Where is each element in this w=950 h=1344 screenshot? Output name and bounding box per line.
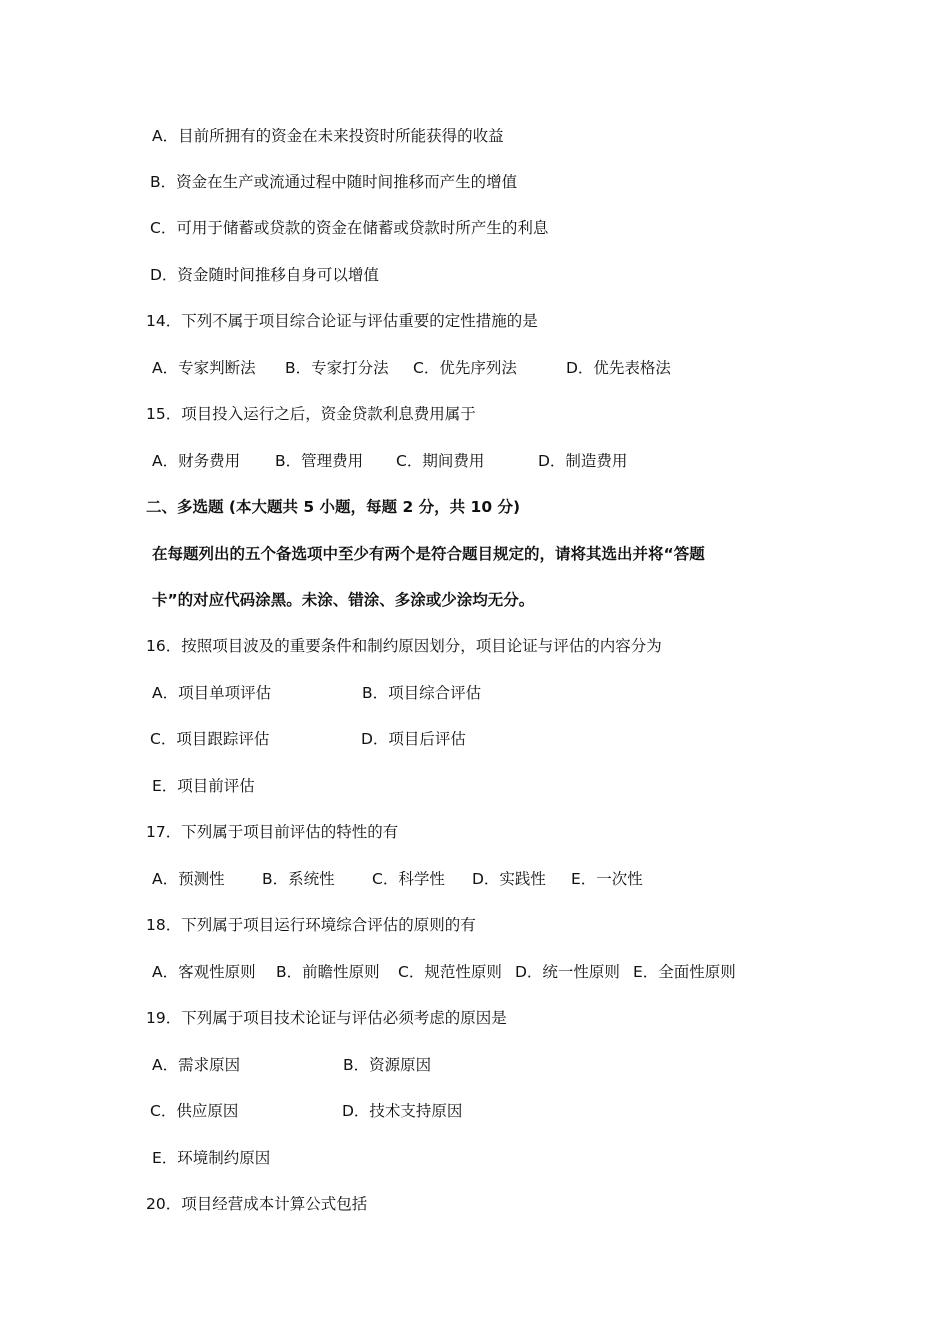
q14-stem: 14．下列不属于项目综合论证与评估重要的定性措施的是 (146, 312, 538, 330)
q14-option-b: B．专家打分法 (285, 359, 389, 377)
q13-option-b: B．资金在生产或流通过程中随时间推移而产生的增值 (150, 173, 518, 191)
q16-option-e: E．项目前评估 (152, 777, 255, 795)
q16-stem: 16．按照项目波及的重要条件和制约原因划分，项目论证与评估的内容分为 (146, 637, 662, 655)
q16-option-a: A．项目单项评估 (152, 684, 272, 702)
q18-option-e: E．全面性原则 (633, 963, 736, 981)
q15-option-a: A．财务费用 (152, 452, 241, 470)
q18-option-d: D．统一性原则 (515, 963, 620, 981)
q13-option-c: C．可用于储蓄或贷款的资金在储蓄或贷款时所产生的利息 (150, 219, 549, 237)
q15-option-c: C．期间费用 (396, 452, 485, 470)
q19-option-b: B．资源原因 (343, 1056, 432, 1074)
q14-option-d: D．优先表格法 (566, 359, 671, 377)
q13-option-a: A．目前所拥有的资金在未来投资时所能获得的收益 (152, 127, 504, 145)
section-heading: 二、多选题 (本大题共 5 小题，每题 2 分，共 10 分) (146, 498, 521, 516)
q18-option-b: B．前瞻性原则 (276, 963, 380, 981)
q19-stem: 19．下列属于项目技术论证与评估必须考虑的原因是 (146, 1009, 507, 1027)
section-instruction-line-2: 卡”的对应代码涂黑。未涂、错涂、多涂或少涂均无分。 (152, 591, 535, 609)
q17-option-c: C．科学性 (372, 870, 445, 888)
q14-option-c: C．优先序列法 (413, 359, 517, 377)
q19-option-e: E．环境制约原因 (152, 1149, 271, 1167)
q15-stem: 15．项目投入运行之后，资金贷款利息费用属于 (146, 405, 476, 423)
q18-option-a: A．客观性原则 (152, 963, 256, 981)
q14-option-a: A．专家判断法 (152, 359, 256, 377)
q15-option-b: B．管理费用 (275, 452, 364, 470)
q19-option-c: C．供应原因 (150, 1102, 239, 1120)
q17-stem: 17．下列属于项目前评估的特性的有 (146, 823, 399, 841)
q16-option-c: C．项目跟踪评估 (150, 730, 270, 748)
q17-option-a: A．预测性 (152, 870, 225, 888)
q17-option-e: E．一次性 (571, 870, 643, 888)
q16-option-d: D．项目后评估 (361, 730, 466, 748)
q20-stem: 20．项目经营成本计算公式包括 (146, 1195, 368, 1213)
q17-option-b: B．系统性 (262, 870, 335, 888)
q19-option-d: D．技术支持原因 (342, 1102, 463, 1120)
q15-option-d: D．制造费用 (538, 452, 628, 470)
q17-option-d: D．实践性 (472, 870, 546, 888)
q18-stem: 18．下列属于项目运行环境综合评估的原则的有 (146, 916, 476, 934)
q18-option-c: C．规范性原则 (398, 963, 502, 981)
q16-option-b: B．项目综合评估 (362, 684, 482, 702)
section-instruction-line-1: 在每题列出的五个备选项中至少有两个是符合题目规定的，请将其选出并将“答题 (152, 545, 705, 563)
q19-option-a: A．需求原因 (152, 1056, 241, 1074)
q13-option-d: D．资金随时间推移自身可以增值 (150, 266, 379, 284)
